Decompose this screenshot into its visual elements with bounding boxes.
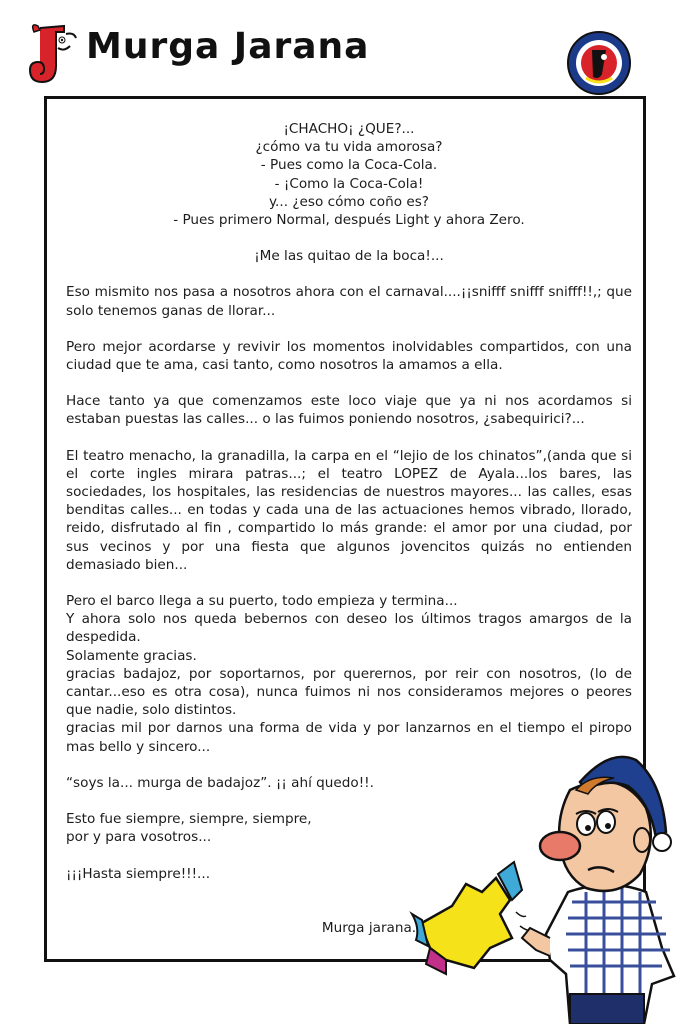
paragraph: Hace tanto ya que comenzamos este loco viaje que ya ni nos acordamos si estaban puestas las calles... o las fuimos poniendo nosotros, ¿sabequirici?... [66,393,632,428]
brand-title: Murga Jarana [86,26,370,67]
cartoon-man-throwing-costume-icon [400,742,699,1024]
exclamation-line: ¡Me las quitao de la boca!... [254,248,444,265]
paragraph: El teatro menacho, la granadilla, la carpa en el “lejio de los chinatos”,(anda que si el corte ingles mirara patras...; el teatro LOPEZ de Ayala...los bares, las sociedades, los hospitales, las residencias de nuestros mayores... las calles, esas benditas calles... en todas y cada una de las actuaciones hemos vibrado, llorado, reido, disfrutado al fin , compartido lo más grande: el amor por una ciudad, por sus vecinos y por una fiesta que algunos jovencitos quizás no entienden demasiado bien... [66,447,632,573]
jester-j-logo-icon [26,22,80,88]
dialogue-line: - ¡Como la Coca-Cola! [274,175,424,192]
dialogue-line: y... ¿eso cómo coño es? [268,193,430,210]
closing-line: Solamente gracias. [66,647,197,664]
paragraph: Pero mejor acordarse y revivir los momentos inolvidables compartidos, con una ciudad que te ama, casi tanto, como nosotros la amamos a ella. [66,338,632,374]
dialogue-line: ¡CHACHO¡ ¿QUE?... [283,121,415,137]
forever-line: Esto fue siempre, siempre, siempre, [66,811,312,828]
farewell-line: ¡¡¡Hasta siempre!!!... [66,865,211,882]
dialogue-line: ¿cómo va tu vida amorosa? [255,139,443,156]
closing-line: gracias badajoz, por soportarnos, por querernos, por reir con nosotros, (lo de cantar...eso es otra cosa), nunca fuimos ni nos consideramos mejores o peores que nadie, solo distintos. [66,665,632,719]
murga-seal-icon [566,30,632,96]
signature: Murga jarana. [321,919,417,936]
closing-line: Y ahora solo nos queda bebernos con deseo los últimos tragos amargos de la despedida. [66,611,632,646]
dialogue-line: - Pues como la Coca-Cola. [260,157,438,174]
closing-line: Pero el barco llega a su puerto, todo empieza y termina... [66,593,458,610]
quote-line: “soys la... murga de badajoz”. ¡¡ ahí quedo!!. [66,774,374,791]
closing-line: gracias mil por darnos una forma de vida y por lanzarnos en el tiempo el piropo mas bello y sincero... [66,720,632,755]
paragraph: Eso mismito nos pasa a nosotros ahora con el carnaval....¡¡snifff snifff snifff!!,; que solo tenemos ganas de llorar... [66,284,632,319]
dialogue-line: - Pues primero Normal, después Light y ahora Zero. [173,212,525,229]
forever-line: por y para vosotros... [66,829,212,846]
